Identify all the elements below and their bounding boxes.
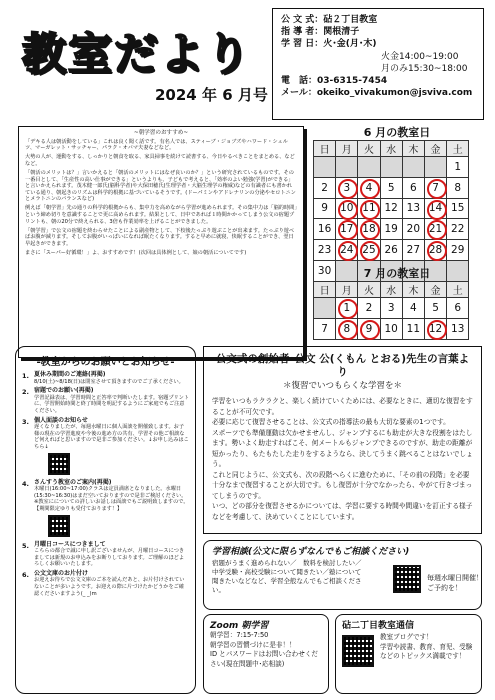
notice-item-title: 宿題でのお願い(再掲) xyxy=(34,387,94,395)
calendar-day: 4 xyxy=(402,298,424,319)
calendar-day: 8 xyxy=(336,318,358,339)
calendar-day: 14 xyxy=(424,198,446,219)
weekday-header: 日 xyxy=(314,282,336,298)
notice-item-text: 遅くなりましたが、毎週水曜日に個人面談を開催致します。お子様の現在の学習進度や今後の進め方の共有、学習その他ご相談など何えればと思いますので是非ご参加ください。↓お申し込みはこちら↓ xyxy=(34,424,189,450)
calendar-empty-cell xyxy=(424,157,446,178)
calendar-day: 1 xyxy=(447,157,469,178)
consultation-schedule: 毎週水曜日開催！ xyxy=(427,574,483,582)
blog-qr-code-icon[interactable] xyxy=(342,635,374,667)
notice-item-number: 5. xyxy=(22,541,29,550)
notice-item xyxy=(22,388,189,414)
june-calendar xyxy=(313,124,481,282)
notice-item-number: 2. xyxy=(22,388,29,397)
phone-number: 電 話：03-6315-7454 xyxy=(281,76,388,87)
consultation-side-note xyxy=(427,573,483,593)
consultation-text: 宿題がうまく進められない／ 数料を検討したい／中学受験・高校受験について聞きたい／塾について聞きたいなどなど、学習全般なんでもご相談ください。 xyxy=(212,559,362,594)
notice-item-title: 個人面談のお知らせ xyxy=(34,416,88,424)
notice-item-title: 月曜日コースにつきまして xyxy=(34,540,106,548)
weekday-header: 火 xyxy=(358,282,380,298)
blog-title: 砧二丁目教室通信 xyxy=(342,621,415,631)
morning-study-paragraph: 「朝活のメリットは？」言いかえると「朝活のメリットにはなぜ良いのか？」という研究されているものです。その一番目として、「生産性の高い仕事ができる」というよりも、子どもで考えると、「効率のよい勉強(学習)ができる」と言いかえられます。茂木健一郎氏(脳科学者)や大保田穂氏(生理学者・大脳生理学の権威)などの有識者にも書かれている通り、朝起きのリズムは科学的根拠に基づいているそうです。(ドーパミンやアドレナリンの分泌やセロトニンとメラトニンのバランスなど) xyxy=(25,169,296,203)
notice-item-title: さんすう教室のご案内(再掲) xyxy=(34,478,112,486)
blog-box xyxy=(335,614,482,694)
morning-study-paragraph: 「デキる人は朝活動をしている」これは良く聞く話です。有名人では、スティーブ・ジョブズやハワード・シュルツ、マーガレット・サッチャー、パラク・オバマ夫妻などなど。 xyxy=(25,138,288,152)
morning-study-paragraph: 大勢の人が、運動をする、しっかりと朝食を取る、家具掃事を続けて読書する、今日やるべきことをまとめる、などなど。 xyxy=(25,154,295,167)
calendar-day: 29 xyxy=(447,240,469,261)
weekday-header: 木 xyxy=(402,141,424,157)
blog-intro: 教室ブログです！ xyxy=(380,633,433,641)
founder-quote-paragraph: スポーツでも準備運動は欠かせませんし、ジャンプするにも助走が大きな役割をはたします。勢いよく助走すればこそ、何メートルもジャンプできるのですが、助走の距離が短かったり、もたもたした走りをするようなら、決してうまく跳べることはないでしょう。 xyxy=(212,428,473,468)
calendar-day: 20 xyxy=(402,219,424,240)
calendar-day: 13 xyxy=(447,318,469,339)
calendar-day: 7 xyxy=(424,177,446,198)
morning-study-box xyxy=(18,126,304,358)
notice-item-number: 6. xyxy=(22,570,29,579)
notice-item-number: 4. xyxy=(22,479,29,488)
calendar-day: 25 xyxy=(358,240,380,261)
notice-item-title: 夏休み期間のご連絡(再掲) xyxy=(34,371,106,378)
calendar-empty-cell xyxy=(358,157,380,178)
notice-item-text: 8/10(土)~8/18(日)は閉室させて頂きますのでご了承ください。 xyxy=(34,378,184,385)
instructor-name: 指 導 者：関根清子 xyxy=(281,27,360,38)
calendar-day: 11 xyxy=(358,198,380,219)
calendar-day: 9 xyxy=(314,198,336,219)
notice-item xyxy=(22,542,189,568)
blog-text xyxy=(380,633,478,662)
calendar-day: 16 xyxy=(314,219,336,240)
consultation-reserve: ご予約を！ xyxy=(427,584,462,592)
notice-item-number: 1. xyxy=(22,372,29,380)
notice-item xyxy=(22,571,189,597)
calendar-day: 8 xyxy=(447,177,469,198)
calendar-day: 5 xyxy=(380,177,402,198)
notice-box xyxy=(15,346,196,694)
zoom-study-note: 朝学習の習慣づけに是非！！ xyxy=(210,640,296,649)
calendar-day: 13 xyxy=(402,198,424,219)
calendar-day: 30 xyxy=(314,260,336,281)
founder-quote-paragraph: 学習をいつもラクラクと、楽しく続けていくためには、必要なときに、適切な復習をすることが不可欠です。 xyxy=(212,397,473,416)
weekday-header: 金 xyxy=(424,141,446,157)
calendar-day: 10 xyxy=(380,318,402,339)
founder-quote-title: 公文式の創始者･公文 公(くもん とおる)先生の言葉より xyxy=(215,353,470,378)
calendar-day: 22 xyxy=(447,219,469,240)
calendar-day: 6 xyxy=(402,177,424,198)
study-days: 学 習 日：火･金(月･木) xyxy=(281,39,377,50)
notice-item xyxy=(22,480,189,539)
calendar-day: 12 xyxy=(380,198,402,219)
founder-quote-subtitle: ＊復習でいつもらくな学習を＊ xyxy=(282,381,402,391)
calendar-empty-cell xyxy=(314,298,336,319)
school-info-box xyxy=(272,8,484,120)
calendar-day: 21 xyxy=(424,219,446,240)
calendar-day: 10 xyxy=(336,198,358,219)
calendar-empty-cell xyxy=(380,157,402,178)
founder-quote-paragraph: 必要に応じて復習させることは、公文式の指導法の最も大切な要素の1つです。 xyxy=(212,418,450,426)
notice-item-text: お迎えお待ちで公文文庫のご本を読んだあと、お片付けされていないことが多いようです。お迎えの際に片づけたかどうかをご確認くださいますよう(_ _)m xyxy=(34,577,185,597)
july-calendar xyxy=(313,265,481,340)
calendar-day: 5 xyxy=(424,298,446,319)
study-time-tue-fri: 火金14:00~19:00 xyxy=(381,51,459,62)
calendar-day: 3 xyxy=(380,298,402,319)
calendar-day: 28 xyxy=(424,240,446,261)
june-calendar-title: 6 月の教室日 xyxy=(363,126,431,139)
notice-item-text: 木曜日(16:00~17:00)クラスは定員満席となりました。水曜日(15:30~16:30)はまだ空いておりますので是非ご検討ください。※教室にについての詳しいお話しは面談でもご説明致しますので。【期間限定ゆりも受付ております！】 xyxy=(34,486,189,512)
study-time-mon: 月のみ15:30~18:00 xyxy=(381,63,468,74)
calendar-day: 26 xyxy=(380,240,402,261)
calendar-day: 17 xyxy=(336,219,358,240)
email-address[interactable]: メール：okeiko_vivakumon@jsviva.com xyxy=(281,88,473,99)
morning-study-paragraph: まさに「スーパー好循環！」よ、おすすめです！(次回は具体例として、娘の朝活についてです) xyxy=(25,250,247,256)
founder-quote-paragraph: いつ、どの部分を復習させるかについては、学習に要する時間や間違いを訂正する様子などを考慮して、決めていくことにしています。 xyxy=(212,502,473,521)
notice-item xyxy=(22,372,189,385)
calendar-day: 2 xyxy=(358,298,380,319)
notice-item-title: 公文文庫のお片付け xyxy=(34,569,89,577)
notice-item-text: こちらの都合で誠に申し訳ございませんが、月曜日コースにつきましては新規のお申込みをお断りしております。ご理解のほどよろしくお願いいたします。 xyxy=(34,548,185,568)
calendar-day: 2 xyxy=(314,177,336,198)
calendar-day: 3 xyxy=(336,177,358,198)
consultation-title: 学習相談(公文に限らずなんでもご相談ください) xyxy=(212,547,410,557)
math-class-qr-code-icon[interactable] xyxy=(48,515,70,537)
july-calendar-title: 7 月の教室日 xyxy=(363,267,431,280)
weekday-header: 月 xyxy=(336,141,358,157)
issue-date: 2024 年 6 月号 xyxy=(155,86,268,104)
weekday-header: 水 xyxy=(380,282,402,298)
blog-topics: 学習や読書、教育、育児、受験などのトピックス満載です！ xyxy=(380,642,473,660)
morning-study-paragraph: 「朝学習」で公文の宿題を終わらせたことによる副産物として、下校後たっぷり遊ぶことが出来ます。たっぷり遊べばお腹が減ります。そしてお腹がいっぱいになれば眠たくなります。すると早めに就寝、快眠することができ、翌日早起きができます。 xyxy=(25,227,295,247)
weekday-header: 木 xyxy=(402,282,424,298)
interview-qr-code-icon[interactable] xyxy=(48,453,70,475)
zoom-study-id-note: ID とパスワードはお問い合わせください(現在問題中･応相談) xyxy=(210,650,319,668)
morning-study-paragraph: 例えば「朝学習」先の通りの科学的根拠からも、集中力を高めながら学習が進められます。その集中力は「脳的時間」という締め切りを意識することで更に高められます。結果として、日中であれば１時間かかってしまう公文の宿題プリントも、朝の20分で終えられる、3倍も作業効率を上げることができました。 xyxy=(25,205,297,225)
calendar-day: 7 xyxy=(314,318,336,339)
zoom-study-time: 朝学習：7:15-7:50 xyxy=(210,631,269,639)
calendar-day: 15 xyxy=(447,198,469,219)
calendar-day: 23 xyxy=(314,240,336,261)
calendar-day: 24 xyxy=(336,240,358,261)
consultation-qr-code-icon[interactable] xyxy=(393,565,421,593)
notice-item-text: 学習記録表は、学習時間と正答率で判断いたします。宿題プリントに、学習開始時間と終了時間を明記するようにご家庭でもご注意ください。 xyxy=(34,394,190,414)
founder-quote-body xyxy=(212,396,473,522)
calendar-day: 4 xyxy=(358,177,380,198)
morning-study-heading: ~朝学習のおすすめ~ xyxy=(133,130,189,136)
calendar-empty-cell xyxy=(336,157,358,178)
notice-item xyxy=(22,418,189,477)
calendar-day: 12 xyxy=(424,318,446,339)
weekday-header: 金 xyxy=(424,282,446,298)
newsletter-title: 教室だより xyxy=(22,29,252,80)
july-calendar-table xyxy=(313,281,469,340)
notice-title: -教室からのお願いとお知らせ- xyxy=(36,357,175,368)
calendar-day: 19 xyxy=(380,219,402,240)
calendar-day: 18 xyxy=(358,219,380,240)
calendar-day: 1 xyxy=(336,298,358,319)
school-name: 公 文 式：砧２丁目教室 xyxy=(281,15,378,25)
weekday-header: 土 xyxy=(447,282,469,298)
calendar-day: 27 xyxy=(402,240,424,261)
calendar-day: 6 xyxy=(447,298,469,319)
june-calendar-table xyxy=(313,140,469,282)
calendar-day: 11 xyxy=(402,318,424,339)
calendar-empty-cell xyxy=(314,157,336,178)
founder-quote-box xyxy=(203,346,482,534)
weekday-header: 土 xyxy=(447,141,469,157)
calendar-empty-cell xyxy=(402,157,424,178)
weekday-header: 日 xyxy=(314,141,336,157)
zoom-study-box xyxy=(203,614,329,694)
weekday-header: 火 xyxy=(358,141,380,157)
zoom-study-title: Zoom 朝学習 xyxy=(210,621,269,631)
weekday-header: 水 xyxy=(380,141,402,157)
notice-item-number: 3. xyxy=(22,417,29,426)
weekday-header: 月 xyxy=(336,282,358,298)
founder-quote-paragraph: これと同じように、公文式も、次の段階へらくに進むために、「その前の段階」を必要十分なまで復習することが大切です。もし復習が十分でなかったら、やがて行きづまってしまうのです。 xyxy=(212,470,473,500)
calendar-day: 9 xyxy=(358,318,380,339)
